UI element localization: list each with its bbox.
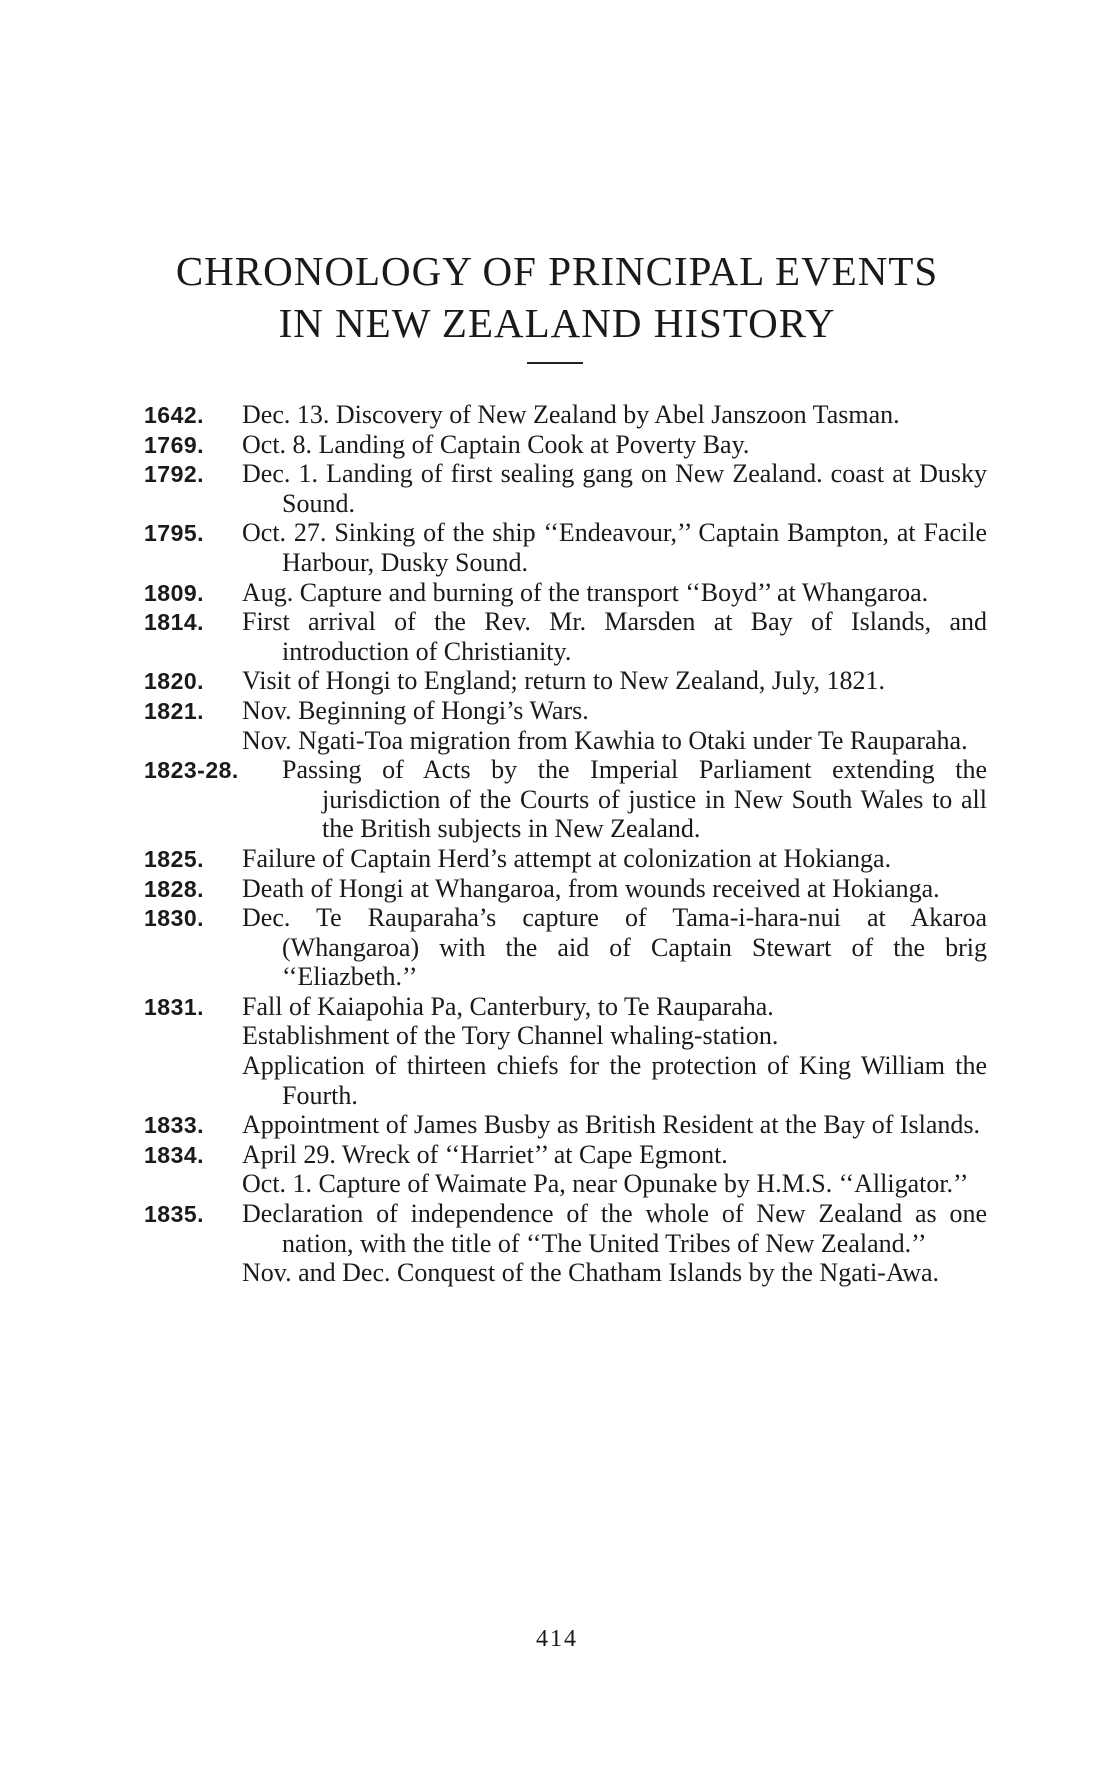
chronology-entry <box>0 1199 1114 1288</box>
entry-event: Oct. 27. Sinking of the ship ‘‘Endeavour,’’ Captain Bampton, at Facile Harbour, Dusky Sound. <box>242 518 987 577</box>
entry-year: 1820. <box>144 668 205 695</box>
page-title <box>0 245 1114 349</box>
entry-event: Nov. Ngati-Toa migration from Kawhia to Otaki under Te Rauparaha. <box>242 725 968 755</box>
entry-event: April 29. Wreck of ‘‘Harriet’’ at Cape Egmont. <box>242 1139 728 1169</box>
title-line-1: CHRONOLOGY OF PRINCIPAL EVENTS <box>175 248 939 295</box>
chronology-entry <box>0 844 1114 874</box>
chronology-entry <box>0 1110 1114 1140</box>
chronology-entry <box>0 607 1114 666</box>
entry-event: Declaration of independence of the whole of New Zealand as one nation, with the title of ‘‘The United Tribes of New Zealand.’’ <box>242 1199 987 1258</box>
entry-year: 1830. <box>144 905 205 932</box>
title-line-2: IN NEW ZEALAND HISTORY <box>278 300 836 347</box>
chronology-entry <box>0 459 1114 518</box>
chronology-entry <box>0 696 1114 755</box>
entry-year: 1642. <box>144 402 205 428</box>
entry-event: First arrival of the Rev. Mr. Marsden at Bay of Islands, and introduction of Christianity. <box>242 607 987 666</box>
entry-event: Dec. Te Rauparaha’s capture of Tama-i-hara-nui at Akaroa (Whangaroa) with the aid of Captain Stewart of the brig ‘‘Eliazbeth.’’ <box>242 903 987 992</box>
chronology-entry <box>0 518 1114 577</box>
entry-event: Visit of Hongi to England; return to New Zealand, July, 1821. <box>242 666 886 696</box>
entry-event: Fall of Kaiapohia Pa, Canterbury, to Te Rauparaha. <box>242 991 774 1021</box>
entry-event: Dec. 13. Discovery of New Zealand by Abel Janszoon Tasman. <box>242 400 900 429</box>
chronology-entry <box>0 666 1114 696</box>
entry-event: Failure of Captain Herd’s attempt at colonization at Hokianga. <box>242 843 892 873</box>
chronology-entry <box>0 578 1114 608</box>
chronology-entry <box>0 400 1114 430</box>
chronology-entry <box>0 992 1114 1110</box>
entry-event: Oct. 1. Capture of Waimate Pa, near Opunake by H.M.S. ‘‘Alligator.’’ <box>242 1169 969 1199</box>
entry-year: 1821. <box>144 697 205 724</box>
entry-year: 1825. <box>144 845 205 872</box>
entry-event: Establishment of the Tory Channel whaling-station. <box>242 1021 779 1051</box>
page-number: 414 <box>536 1626 578 1652</box>
entry-year: 1769. <box>144 431 205 458</box>
entry-event: Dec. 1. Landing of first sealing gang on New Zealand. coast at Dusky Sound. <box>242 459 987 518</box>
title-divider <box>527 362 583 364</box>
entry-year: 1795. <box>144 520 205 547</box>
entry-year: 1814. <box>144 609 205 636</box>
entry-event: Passing of Acts by the Imperial Parliament extending the jurisdiction of the Courts of justice in New South Wales to all the British subjects in New Zealand. <box>282 755 987 844</box>
entry-year: 1834. <box>144 1141 205 1168</box>
entry-year: 1809. <box>144 579 205 606</box>
entry-event: Death of Hongi at Whangaroa, from wounds received at Hokianga. <box>242 873 940 903</box>
chronology-entry <box>0 755 1114 844</box>
chronology-entry <box>0 874 1114 904</box>
chronology-entry <box>0 430 1114 460</box>
entry-year: 1835. <box>144 1201 205 1228</box>
entry-event: Appointment of James Busby as British Resident at the Bay of Islands. <box>242 1110 981 1140</box>
chronology-entry <box>0 1140 1114 1199</box>
entry-event: Aug. Capture and burning of the transport ‘‘Boyd’’ at Whangaroa. <box>242 577 929 607</box>
entry-year: 1833. <box>144 1112 205 1139</box>
entry-event: Application of thirteen chiefs for the protection of King William the Fourth. <box>242 1051 987 1110</box>
entry-year: 1828. <box>144 875 205 902</box>
entry-year: 1792. <box>144 461 205 488</box>
entry-event: Nov. Beginning of Hongi’s Wars. <box>242 695 589 725</box>
entry-event: Nov. and Dec. Conquest of the Chatham Islands by the Ngati-Awa. <box>242 1258 940 1288</box>
entry-event: Oct. 8. Landing of Captain Cook at Poverty Bay. <box>242 429 750 459</box>
chronology-entry <box>0 903 1114 992</box>
entry-year: 1823-28. <box>144 757 239 784</box>
entry-year: 1831. <box>144 993 205 1020</box>
chronology-list <box>0 400 1114 1288</box>
